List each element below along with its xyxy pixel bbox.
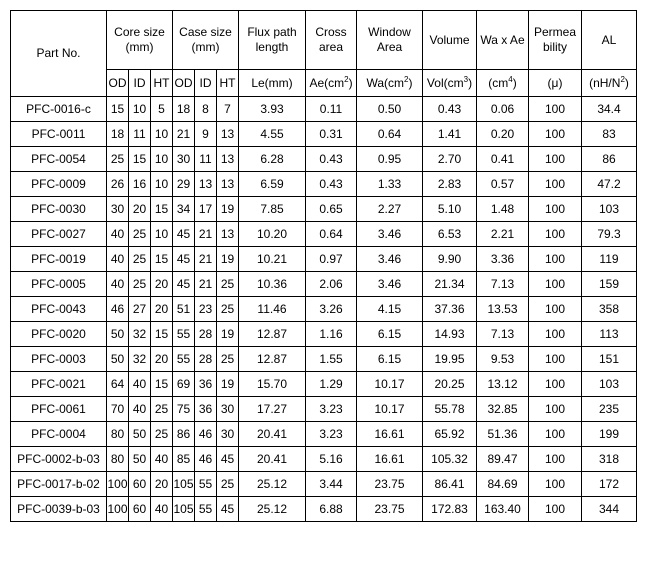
- ae-cell: 3.44: [306, 472, 357, 497]
- ae-cell: 1.29: [306, 372, 357, 397]
- part-no-cell: PFC-0005: [11, 272, 107, 297]
- part-no-cell: PFC-0003: [11, 347, 107, 372]
- table-row: [11, 447, 637, 472]
- table-row: [11, 172, 637, 197]
- permeability-cell: 100: [529, 222, 582, 247]
- header-volume: Volume: [423, 11, 477, 70]
- wa-unit-exponent: 2: [404, 74, 409, 84]
- core-od-cell: 100: [107, 497, 129, 522]
- subheader-wa: [357, 70, 423, 97]
- header-cross-area: Cross area: [306, 11, 357, 70]
- le-cell: 11.46: [239, 297, 306, 322]
- case-id-cell: 21: [195, 247, 217, 272]
- subheader-case-od: OD: [173, 70, 195, 97]
- wa-cell: 10.17: [357, 372, 423, 397]
- header-core-size: Core size (mm): [107, 11, 173, 70]
- al-cell: 119: [582, 247, 637, 272]
- core-od-cell: 80: [107, 422, 129, 447]
- al-cell: 47.2: [582, 172, 637, 197]
- case-od-cell: 75: [173, 397, 195, 422]
- case-od-cell: 30: [173, 147, 195, 172]
- vol-cell: 55.78: [423, 397, 477, 422]
- core-ht-cell: 20: [151, 472, 173, 497]
- case-ht-cell: 13: [217, 172, 239, 197]
- vol-cell: 86.41: [423, 472, 477, 497]
- ae-cell: 5.16: [306, 447, 357, 472]
- wa-cell: 16.61: [357, 422, 423, 447]
- case-od-cell: 51: [173, 297, 195, 322]
- core-od-cell: 100: [107, 472, 129, 497]
- core-ht-cell: 20: [151, 347, 173, 372]
- case-id-cell: 17: [195, 197, 217, 222]
- wa-cell: 1.33: [357, 172, 423, 197]
- subheader-vol: [423, 70, 477, 97]
- core-ht-cell: 10: [151, 147, 173, 172]
- core-od-cell: 50: [107, 347, 129, 372]
- ae-cell: 0.11: [306, 97, 357, 122]
- wa-ae-cell: 84.69: [477, 472, 529, 497]
- part-no-cell: PFC-0016-c: [11, 97, 107, 122]
- core-od-cell: 40: [107, 247, 129, 272]
- core-od-cell: 26: [107, 172, 129, 197]
- core-id-cell: 40: [129, 372, 151, 397]
- part-no-cell: PFC-0004: [11, 422, 107, 447]
- case-ht-cell: 19: [217, 372, 239, 397]
- table-row: [11, 472, 637, 497]
- case-od-cell: 21: [173, 122, 195, 147]
- core-id-cell: 32: [129, 347, 151, 372]
- core-ht-cell: 5: [151, 97, 173, 122]
- wa-ae-cell: 7.13: [477, 272, 529, 297]
- ae-cell: 1.55: [306, 347, 357, 372]
- al-unit-close: ): [624, 75, 629, 90]
- wa-ae-cell: 3.36: [477, 247, 529, 272]
- wa-ae-cell: 0.57: [477, 172, 529, 197]
- case-od-cell: 85: [173, 447, 195, 472]
- part-no-cell: PFC-0009: [11, 172, 107, 197]
- wa-cell: 2.27: [357, 197, 423, 222]
- table-row: [11, 147, 637, 172]
- al-cell: 199: [582, 422, 637, 447]
- case-ht-cell: 25: [217, 272, 239, 297]
- ae-cell: 0.65: [306, 197, 357, 222]
- part-no-cell: PFC-0020: [11, 322, 107, 347]
- subheader-core-ht: HT: [151, 70, 173, 97]
- table-row: [11, 247, 637, 272]
- vol-cell: 65.92: [423, 422, 477, 447]
- part-no-cell: PFC-0039-b-03: [11, 497, 107, 522]
- table-row: [11, 397, 637, 422]
- subheader-core-od: OD: [107, 70, 129, 97]
- le-cell: 4.55: [239, 122, 306, 147]
- vol-cell: 19.95: [423, 347, 477, 372]
- wa-cell: 4.15: [357, 297, 423, 322]
- case-id-cell: 21: [195, 272, 217, 297]
- permeability-cell: 100: [529, 272, 582, 297]
- vol-cell: 2.83: [423, 172, 477, 197]
- wa-cell: 0.64: [357, 122, 423, 147]
- vol-cell: 21.34: [423, 272, 477, 297]
- ae-cell: 0.97: [306, 247, 357, 272]
- le-cell: 10.20: [239, 222, 306, 247]
- core-id-cell: 50: [129, 422, 151, 447]
- case-id-cell: 11: [195, 147, 217, 172]
- al-unit-base: (nH/N: [589, 75, 621, 90]
- core-ht-cell: 10: [151, 122, 173, 147]
- case-od-cell: 29: [173, 172, 195, 197]
- case-id-cell: 8: [195, 97, 217, 122]
- table-row: [11, 347, 637, 372]
- core-id-cell: 40: [129, 397, 151, 422]
- case-id-cell: 9: [195, 122, 217, 147]
- wa-ae-cell: 0.06: [477, 97, 529, 122]
- subheader-mu: (μ): [529, 70, 582, 97]
- le-cell: 25.12: [239, 497, 306, 522]
- wa-cell: 16.61: [357, 447, 423, 472]
- core-ht-cell: 20: [151, 297, 173, 322]
- permeability-cell: 100: [529, 197, 582, 222]
- case-od-cell: 55: [173, 347, 195, 372]
- part-no-cell: PFC-0027: [11, 222, 107, 247]
- core-od-cell: 40: [107, 222, 129, 247]
- part-no-cell: PFC-0019: [11, 247, 107, 272]
- le-cell: 15.70: [239, 372, 306, 397]
- wa-ae-cell: 32.85: [477, 397, 529, 422]
- wa-ae-cell: 163.40: [477, 497, 529, 522]
- wa-cell: 3.46: [357, 222, 423, 247]
- permeability-cell: 100: [529, 297, 582, 322]
- core-id-cell: 16: [129, 172, 151, 197]
- wa-cell: 6.15: [357, 322, 423, 347]
- vol-cell: 14.93: [423, 322, 477, 347]
- core-od-cell: 50: [107, 322, 129, 347]
- core-id-cell: 11: [129, 122, 151, 147]
- permeability-cell: 100: [529, 397, 582, 422]
- core-spec-table: [10, 10, 637, 522]
- le-cell: 25.12: [239, 472, 306, 497]
- vol-unit-close: ): [468, 75, 473, 90]
- al-unit-exponent: 2: [620, 74, 625, 84]
- case-ht-cell: 25: [217, 297, 239, 322]
- core-ht-cell: 10: [151, 222, 173, 247]
- vol-cell: 2.70: [423, 147, 477, 172]
- core-ht-cell: 10: [151, 172, 173, 197]
- wa-ae-cell: 13.53: [477, 297, 529, 322]
- vol-cell: 37.36: [423, 297, 477, 322]
- table-row: [11, 372, 637, 397]
- waae-unit-exponent: 4: [508, 74, 513, 84]
- case-id-cell: 55: [195, 497, 217, 522]
- le-cell: 10.21: [239, 247, 306, 272]
- wa-cell: 0.50: [357, 97, 423, 122]
- case-id-cell: 46: [195, 422, 217, 447]
- core-ht-cell: 40: [151, 447, 173, 472]
- permeability-cell: 100: [529, 472, 582, 497]
- wa-cell: 3.46: [357, 247, 423, 272]
- case-ht-cell: 19: [217, 247, 239, 272]
- case-id-cell: 28: [195, 322, 217, 347]
- ae-unit-exponent: 2: [344, 74, 349, 84]
- ae-cell: 1.16: [306, 322, 357, 347]
- case-id-cell: 36: [195, 397, 217, 422]
- wa-cell: 0.95: [357, 147, 423, 172]
- ae-cell: 0.31: [306, 122, 357, 147]
- table-row: [11, 272, 637, 297]
- al-cell: 103: [582, 372, 637, 397]
- al-cell: 103: [582, 197, 637, 222]
- le-cell: 17.27: [239, 397, 306, 422]
- case-ht-cell: 7: [217, 97, 239, 122]
- case-id-cell: 21: [195, 222, 217, 247]
- wa-unit-close: ): [408, 75, 413, 90]
- core-id-cell: 25: [129, 272, 151, 297]
- permeability-cell: 100: [529, 372, 582, 397]
- le-cell: 12.87: [239, 347, 306, 372]
- wa-cell: 6.15: [357, 347, 423, 372]
- ae-cell: 2.06: [306, 272, 357, 297]
- al-cell: 83: [582, 122, 637, 147]
- permeability-cell: 100: [529, 247, 582, 272]
- al-cell: 86: [582, 147, 637, 172]
- ae-cell: 6.88: [306, 497, 357, 522]
- subheader-case-id: ID: [195, 70, 217, 97]
- core-id-cell: 25: [129, 222, 151, 247]
- case-id-cell: 36: [195, 372, 217, 397]
- case-od-cell: 69: [173, 372, 195, 397]
- case-ht-cell: 13: [217, 222, 239, 247]
- al-cell: 358: [582, 297, 637, 322]
- part-no-cell: PFC-0054: [11, 147, 107, 172]
- case-ht-cell: 13: [217, 122, 239, 147]
- core-od-cell: 46: [107, 297, 129, 322]
- le-cell: 7.85: [239, 197, 306, 222]
- core-id-cell: 20: [129, 197, 151, 222]
- wa-ae-cell: 89.47: [477, 447, 529, 472]
- case-ht-cell: 30: [217, 397, 239, 422]
- part-no-cell: PFC-0017-b-02: [11, 472, 107, 497]
- ae-cell: 3.23: [306, 397, 357, 422]
- core-od-cell: 80: [107, 447, 129, 472]
- wa-ae-cell: 0.20: [477, 122, 529, 147]
- core-id-cell: 60: [129, 472, 151, 497]
- case-od-cell: 45: [173, 247, 195, 272]
- ae-cell: 0.64: [306, 222, 357, 247]
- permeability-cell: 100: [529, 447, 582, 472]
- table-row: [11, 497, 637, 522]
- core-od-cell: 25: [107, 147, 129, 172]
- ae-cell: 3.23: [306, 422, 357, 447]
- core-ht-cell: 15: [151, 372, 173, 397]
- vol-cell: 9.90: [423, 247, 477, 272]
- core-od-cell: 15: [107, 97, 129, 122]
- al-cell: 113: [582, 322, 637, 347]
- case-ht-cell: 30: [217, 422, 239, 447]
- permeability-cell: 100: [529, 122, 582, 147]
- vol-unit-exponent: 3: [463, 74, 469, 84]
- wa-ae-cell: 0.41: [477, 147, 529, 172]
- core-od-cell: 40: [107, 272, 129, 297]
- header-case-size: Case size (mm): [173, 11, 239, 70]
- subheader-al: [582, 70, 637, 97]
- case-id-cell: 46: [195, 447, 217, 472]
- subheader-wa-ae: [477, 70, 529, 97]
- vol-cell: 1.41: [423, 122, 477, 147]
- header-permeability: Permea bility: [529, 11, 582, 70]
- al-cell: 235: [582, 397, 637, 422]
- table-row: [11, 97, 637, 122]
- core-ht-cell: 20: [151, 272, 173, 297]
- vol-unit-base: Vol(cm: [426, 75, 464, 90]
- table-row: [11, 197, 637, 222]
- case-od-cell: 55: [173, 322, 195, 347]
- vol-cell: 20.25: [423, 372, 477, 397]
- table-row: [11, 222, 637, 247]
- core-od-cell: 64: [107, 372, 129, 397]
- subheader-case-ht: HT: [217, 70, 239, 97]
- al-cell: 172: [582, 472, 637, 497]
- part-no-cell: PFC-0011: [11, 122, 107, 147]
- core-ht-cell: 15: [151, 197, 173, 222]
- al-cell: 151: [582, 347, 637, 372]
- al-cell: 79.3: [582, 222, 637, 247]
- case-od-cell: 105: [173, 472, 195, 497]
- le-cell: 6.59: [239, 172, 306, 197]
- case-od-cell: 86: [173, 422, 195, 447]
- core-id-cell: 15: [129, 147, 151, 172]
- header-al: AL: [582, 11, 637, 70]
- table-row: [11, 297, 637, 322]
- ae-cell: 0.43: [306, 147, 357, 172]
- case-id-cell: 28: [195, 347, 217, 372]
- le-cell: 3.93: [239, 97, 306, 122]
- part-no-cell: PFC-0061: [11, 397, 107, 422]
- wa-ae-cell: 51.36: [477, 422, 529, 447]
- case-od-cell: 18: [173, 97, 195, 122]
- waae-unit-close: ): [512, 75, 517, 90]
- table-row: [11, 322, 637, 347]
- subheader-ae: [306, 70, 357, 97]
- case-ht-cell: 45: [217, 447, 239, 472]
- core-ht-cell: 15: [151, 322, 173, 347]
- case-ht-cell: 19: [217, 197, 239, 222]
- al-cell: 159: [582, 272, 637, 297]
- case-ht-cell: 19: [217, 322, 239, 347]
- permeability-cell: 100: [529, 497, 582, 522]
- core-od-cell: 18: [107, 122, 129, 147]
- table-row: [11, 122, 637, 147]
- core-id-cell: 10: [129, 97, 151, 122]
- core-ht-cell: 25: [151, 422, 173, 447]
- ae-unit-base: Ae(cm: [309, 75, 345, 90]
- wa-cell: 23.75: [357, 497, 423, 522]
- wa-ae-cell: 9.53: [477, 347, 529, 372]
- permeability-cell: 100: [529, 347, 582, 372]
- case-od-cell: 45: [173, 222, 195, 247]
- al-cell: 34.4: [582, 97, 637, 122]
- al-cell: 344: [582, 497, 637, 522]
- table-row: [11, 422, 637, 447]
- ae-cell: 0.43: [306, 172, 357, 197]
- wa-unit-base: Wa(cm: [366, 75, 405, 90]
- al-cell: 318: [582, 447, 637, 472]
- core-id-cell: 32: [129, 322, 151, 347]
- core-id-cell: 25: [129, 247, 151, 272]
- core-id-cell: 60: [129, 497, 151, 522]
- header-wa-x-ae: Wa x Ae: [477, 11, 529, 70]
- header-part-no: Part No.: [11, 11, 107, 97]
- ae-cell: 3.26: [306, 297, 357, 322]
- vol-cell: 5.10: [423, 197, 477, 222]
- permeability-cell: 100: [529, 172, 582, 197]
- case-id-cell: 55: [195, 472, 217, 497]
- case-id-cell: 13: [195, 172, 217, 197]
- wa-ae-cell: 7.13: [477, 322, 529, 347]
- le-cell: 6.28: [239, 147, 306, 172]
- header-row: [11, 11, 637, 70]
- part-no-cell: PFC-0030: [11, 197, 107, 222]
- core-id-cell: 27: [129, 297, 151, 322]
- case-id-cell: 23: [195, 297, 217, 322]
- case-od-cell: 105: [173, 497, 195, 522]
- header-window-area: Window Area: [357, 11, 423, 70]
- permeability-cell: 100: [529, 97, 582, 122]
- wa-cell: 3.46: [357, 272, 423, 297]
- case-ht-cell: 25: [217, 472, 239, 497]
- subheader-le: Le(mm): [239, 70, 306, 97]
- header-flux-path-length: Flux path length: [239, 11, 306, 70]
- core-id-cell: 50: [129, 447, 151, 472]
- core-ht-cell: 25: [151, 397, 173, 422]
- core-od-cell: 30: [107, 197, 129, 222]
- core-od-cell: 70: [107, 397, 129, 422]
- part-no-cell: PFC-0021: [11, 372, 107, 397]
- case-od-cell: 34: [173, 197, 195, 222]
- wa-ae-cell: 2.21: [477, 222, 529, 247]
- vol-cell: 172.83: [423, 497, 477, 522]
- subheader-core-id: ID: [129, 70, 151, 97]
- wa-cell: 23.75: [357, 472, 423, 497]
- part-no-cell: PFC-0043: [11, 297, 107, 322]
- le-cell: 20.41: [239, 422, 306, 447]
- le-cell: 12.87: [239, 322, 306, 347]
- vol-cell: 105.32: [423, 447, 477, 472]
- case-ht-cell: 13: [217, 147, 239, 172]
- case-ht-cell: 45: [217, 497, 239, 522]
- permeability-cell: 100: [529, 422, 582, 447]
- part-no-cell: PFC-0002-b-03: [11, 447, 107, 472]
- ae-unit-close: ): [348, 75, 353, 90]
- vol-cell: 0.43: [423, 97, 477, 122]
- wa-cell: 10.17: [357, 397, 423, 422]
- core-ht-cell: 40: [151, 497, 173, 522]
- core-ht-cell: 15: [151, 247, 173, 272]
- le-cell: 10.36: [239, 272, 306, 297]
- wa-ae-cell: 1.48: [477, 197, 529, 222]
- vol-cell: 6.53: [423, 222, 477, 247]
- permeability-cell: 100: [529, 322, 582, 347]
- permeability-cell: 100: [529, 147, 582, 172]
- waae-unit-base: (cm: [488, 75, 509, 90]
- case-ht-cell: 25: [217, 347, 239, 372]
- case-od-cell: 45: [173, 272, 195, 297]
- wa-ae-cell: 13.12: [477, 372, 529, 397]
- le-cell: 20.41: [239, 447, 306, 472]
